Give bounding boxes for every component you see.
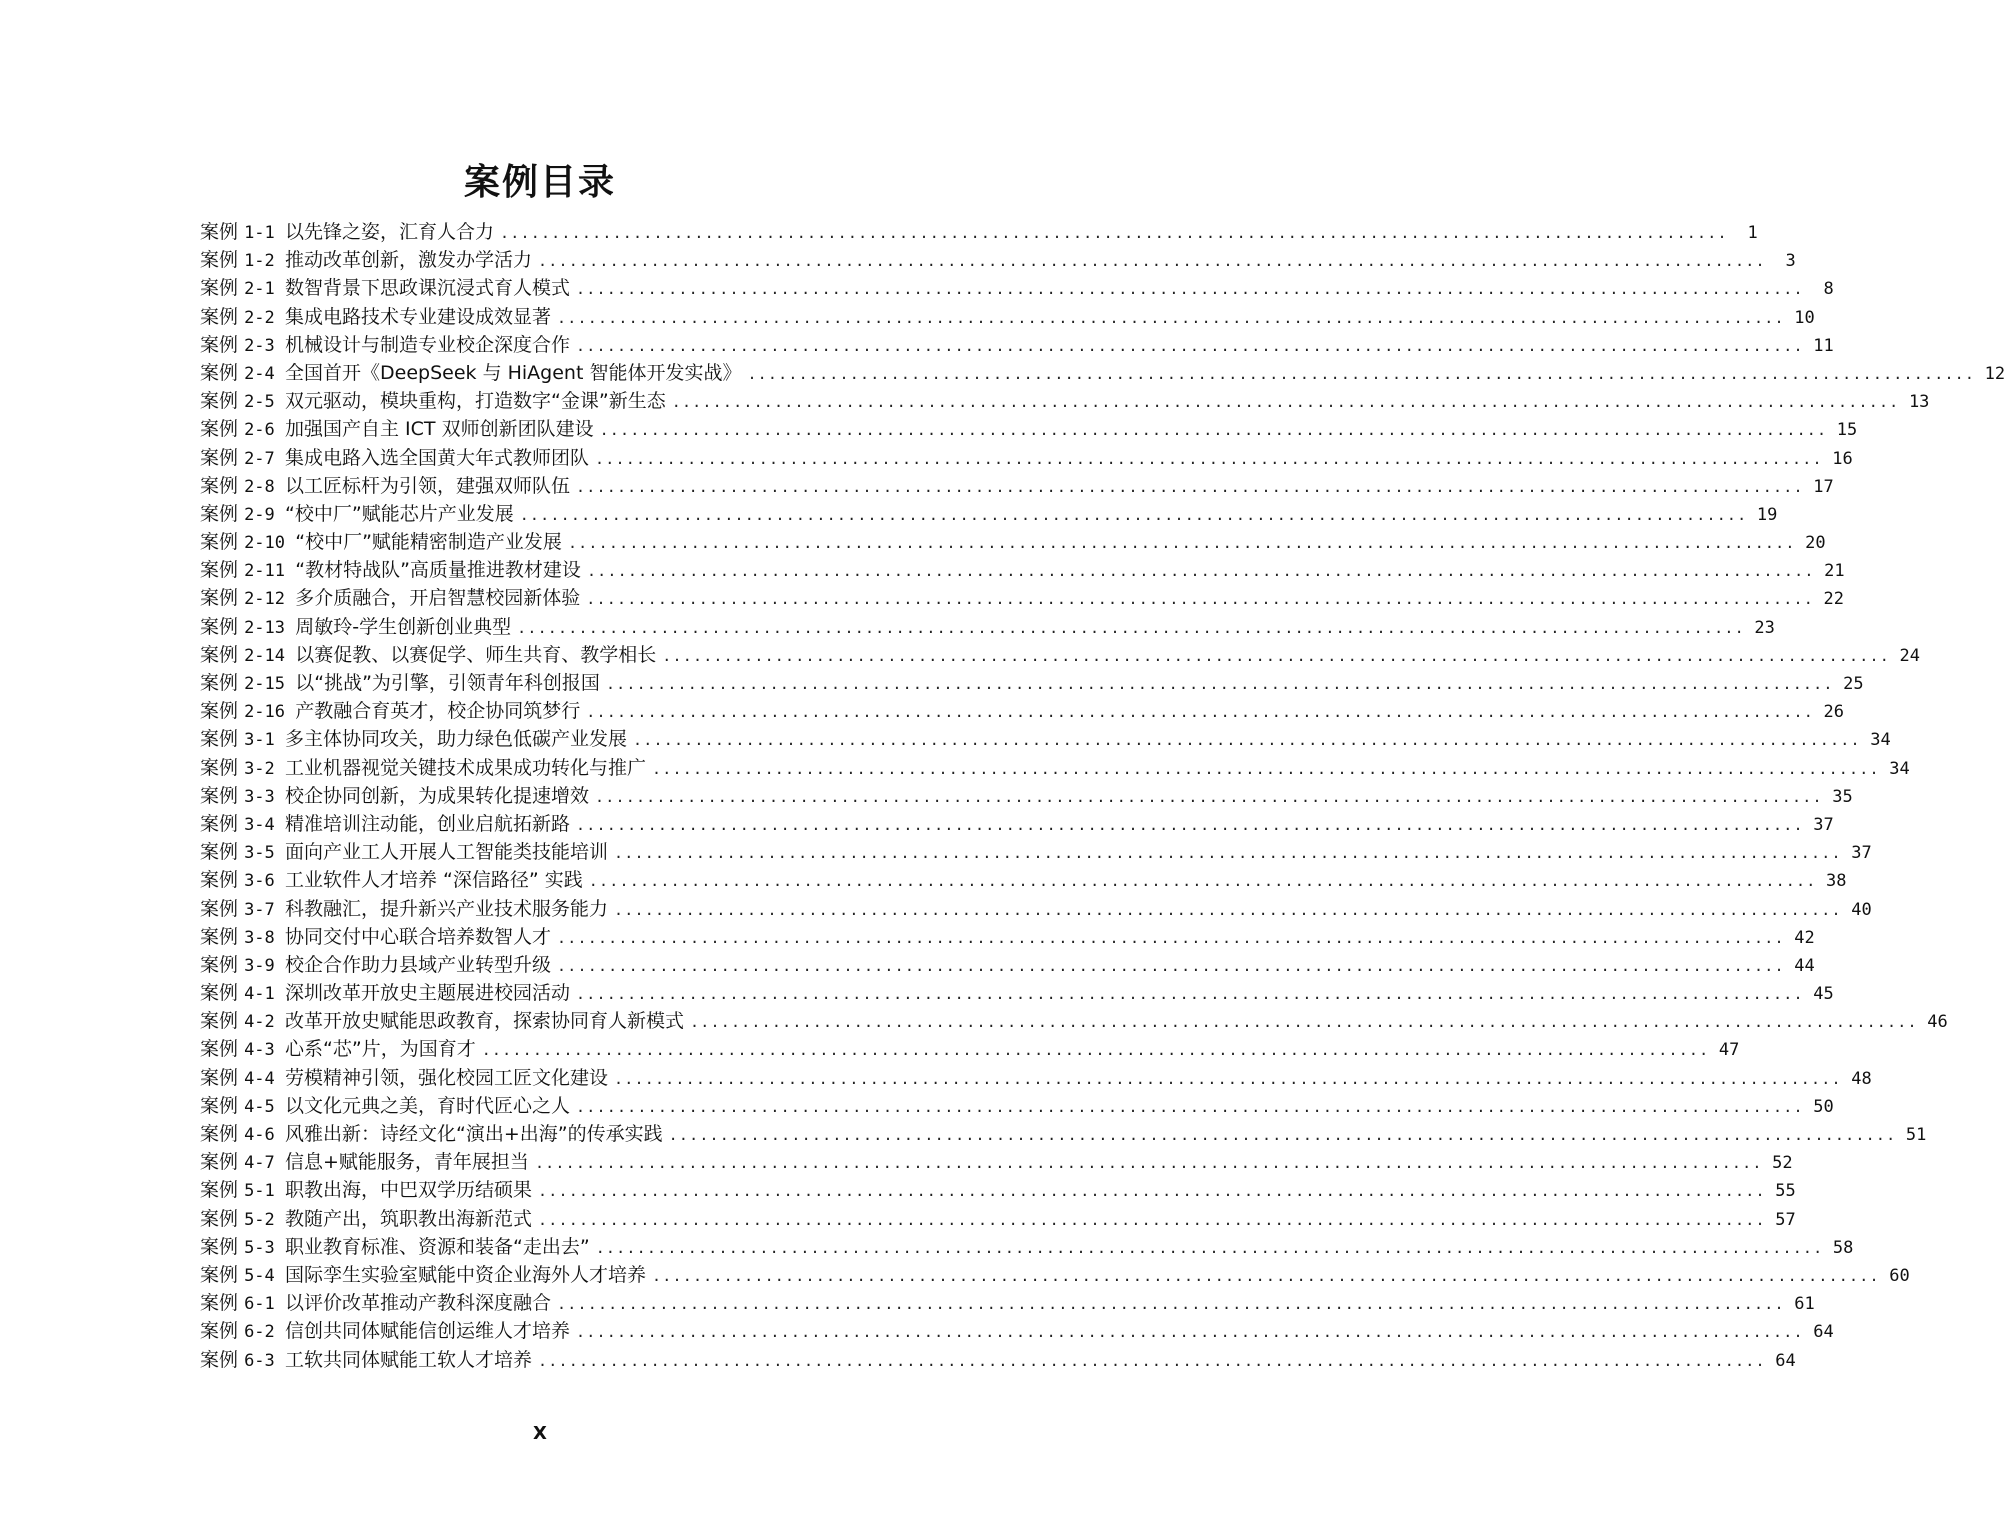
toc-entry-id: 3-1: [244, 730, 286, 751]
toc-entry-prefix: 案例: [200, 361, 239, 384]
toc-dot-leader: ........................................................................................................................: [586, 562, 1815, 581]
toc-entry-id: 3-6: [244, 871, 286, 892]
toc-entry[interactable]: [200, 1317, 1834, 1345]
toc-entry-title: 面向产业工人开展人工智能类技能培训: [285, 841, 609, 864]
toc-entry-prefix: 案例: [200, 1235, 239, 1258]
page-title: 案例目录: [463, 161, 616, 204]
toc-entry[interactable]: [200, 1233, 1854, 1261]
toc-dot-leader: ........................................................................................................................: [576, 1097, 1804, 1116]
toc-entry[interactable]: [200, 923, 1815, 951]
toc-entry-label: [200, 1346, 532, 1375]
toc-entry-prefix: 案例: [200, 869, 239, 892]
toc-entry-title: 以赛促教、以赛促学、师生共育、教学相长: [295, 643, 657, 666]
toc-entry-id: 2-14: [244, 645, 296, 666]
toc-dot-leader: ........................................................................................................................: [662, 646, 1890, 665]
toc-dot-leader: ........................................................................................................................: [668, 1126, 1897, 1144]
toc-entry-page-number: 34: [1889, 758, 1910, 779]
toc-entry-page-number: 35: [1832, 786, 1853, 807]
toc-entry-label: [200, 556, 581, 585]
toc-entry-title: 以文化元典之美，育时代匠心之人: [285, 1094, 571, 1117]
toc-entry-title: 职教出海，中巴双学历结硕果: [285, 1179, 533, 1202]
toc-entry-title: 数智背景下思政课沉浸式育人模式: [285, 277, 571, 300]
toc-entry-page-number: 17: [1813, 476, 1834, 497]
toc-entry-title: 心系“芯”片，为国育才: [285, 1038, 476, 1061]
toc-entry-id: 2-15: [244, 674, 296, 694]
toc-entry[interactable]: [200, 1346, 1796, 1374]
toc-entry[interactable]: [200, 1148, 1793, 1176]
toc-entry-id: 2-1: [244, 279, 286, 300]
toc-entry[interactable]: [200, 274, 1834, 302]
toc-entry-title: 职业教育标准、资源和装备“走出去”: [285, 1235, 590, 1258]
toc-entry-page-number: 16: [1832, 448, 1853, 469]
toc-entry-title: 工业软件人才培养 “深信路径” 实践: [285, 869, 583, 892]
toc-entry-label: [200, 613, 511, 642]
toc-entry-label: [200, 669, 600, 698]
toc-entry-id: 4-5: [244, 1096, 286, 1117]
toc-entry-title: “校中厂”赋能精密制造产业发展: [295, 531, 562, 554]
toc-entry[interactable]: [200, 246, 1796, 274]
toc-entry-page-number: 24: [1899, 645, 1920, 666]
toc-entry-label: [200, 641, 656, 670]
toc-entry-id: 2-11: [244, 561, 296, 582]
toc-entry-title: 校企合作助力县域产业转型升级: [285, 953, 552, 976]
toc-entry[interactable]: [200, 1261, 1910, 1289]
toc-entry[interactable]: [200, 613, 1775, 641]
toc-entry-page-number: 37: [1813, 814, 1834, 835]
toc-entry-page-number: 44: [1794, 955, 1815, 976]
toc-entry[interactable]: [200, 528, 1826, 556]
toc-entry-label: [200, 1205, 532, 1234]
toc-entry-title: 双元驱动，模块重构，打造数字“金课”新生态: [285, 390, 666, 413]
toc-entry-page-number: 57: [1775, 1209, 1796, 1230]
toc-entry-id: 5-3: [244, 1237, 286, 1258]
toc-entry-title: 以先锋之姿，汇育人合力: [285, 221, 495, 243]
toc-entry-id: 4-6: [244, 1125, 286, 1145]
toc-entry-id: 2-4: [244, 363, 286, 384]
toc-entry-label: [200, 1176, 532, 1205]
toc-dot-leader: ........................................................................................................................: [538, 1210, 1766, 1229]
toc-entry-title: 协同交付中心联合培养数智人才: [285, 925, 552, 948]
toc-entry-id: 1-1: [244, 223, 286, 243]
toc-entry-prefix: 案例: [200, 531, 239, 554]
toc-entry-prefix: 案例: [200, 643, 239, 666]
toc-dot-leader: ........................................................................................................................: [538, 1351, 1766, 1370]
toc-entry-title: 校企协同创新，为成果转化提速增效: [285, 784, 590, 807]
toc-entry[interactable]: [200, 1205, 1796, 1233]
toc-dot-leader: ........................................................................................................................: [576, 477, 1804, 496]
toc-entry-page-number: 45: [1813, 984, 1834, 1005]
toc-dot-leader: ........................................................................................................................: [576, 336, 1804, 355]
toc-entry-id: 1-2: [244, 251, 286, 272]
toc-entry-prefix: 案例: [200, 784, 239, 807]
toc-entry-label: [200, 754, 646, 783]
toc-entry-label: [200, 246, 532, 275]
toc-dot-leader: ........................................................................................................................: [500, 224, 1728, 242]
toc-entry[interactable]: [200, 359, 2005, 387]
toc-entry-prefix: 案例: [200, 953, 239, 976]
toc-entry-id: 3-3: [244, 786, 286, 807]
toc-entry-label: [200, 782, 589, 811]
toc-entry-id: 6-2: [244, 1322, 286, 1343]
toc-dot-leader: ........................................................................................................................: [690, 1013, 1918, 1032]
toc-dot-leader: ........................................................................................................................: [534, 1154, 1763, 1173]
toc-dot-leader: ........................................................................................................................: [586, 590, 1814, 609]
toc-entry-id: 2-16: [244, 702, 296, 723]
toc-entry[interactable]: [200, 1289, 1815, 1317]
toc-entry-id: 2-10: [244, 533, 296, 554]
toc-entry-title: 产教融合育英才，校企协同筑梦行: [295, 700, 581, 723]
toc-entry-title: 改革开放史赋能思政教育，探索协同育人新模式: [285, 1010, 685, 1033]
toc-entry-prefix: 案例: [200, 333, 239, 356]
toc-entry-prefix: 案例: [200, 1123, 239, 1145]
toc-entry-label: [200, 810, 570, 839]
toc-entry-label: [200, 866, 583, 895]
toc-entry-id: 3-8: [244, 927, 286, 948]
toc-entry-page-number: 8: [1823, 279, 1834, 300]
toc-dot-leader: ........................................................................................................................: [557, 308, 1785, 327]
toc-entry-title: 深圳改革开放史主题展进校园活动: [285, 982, 571, 1005]
toc-entry[interactable]: [200, 697, 1844, 725]
toc-entry-title: 周敏玲-学生创新创业典型: [295, 615, 512, 638]
toc-entry-id: 2-5: [244, 392, 286, 413]
toc-entry-title: 精准培训注动能，创业启航拓新路: [285, 812, 571, 835]
toc-entry-prefix: 案例: [200, 1010, 239, 1033]
toc-entry[interactable]: [200, 472, 1834, 500]
toc-entry-id: 2-8: [244, 476, 286, 497]
toc-entry-id: 2-3: [244, 335, 286, 356]
toc-entry-label: [200, 1317, 570, 1346]
toc-entry-title: 以“挑战”为引擎，引领青年科创报国: [295, 672, 600, 694]
toc-entry-id: 3-4: [244, 814, 286, 835]
toc-entry-page-number: 21: [1824, 561, 1845, 582]
toc-entry-label: [200, 500, 514, 529]
toc-dot-leader: ........................................................................................................................: [614, 844, 1842, 863]
toc-entry-prefix: 案例: [200, 672, 239, 694]
toc-entry-prefix: 案例: [200, 841, 239, 864]
toc-entry-id: 4-1: [244, 984, 286, 1005]
toc-entry-page-number: 64: [1813, 1322, 1834, 1343]
toc-entry-label: [200, 528, 562, 557]
toc-entry-page-number: 3: [1785, 251, 1796, 272]
toc-entry[interactable]: [200, 838, 1872, 866]
toc-entry-label: [200, 331, 570, 360]
toc-entry-prefix: 案例: [200, 1320, 239, 1343]
toc-dot-leader: ........................................................................................................................: [576, 1323, 1804, 1342]
toc-entry[interactable]: [200, 1176, 1796, 1204]
toc-entry[interactable]: [200, 669, 1864, 697]
toc-entry-prefix: 案例: [200, 615, 239, 638]
toc-entry[interactable]: [200, 754, 1910, 782]
toc-entry-id: 2-12: [244, 589, 296, 610]
toc-entry-id: 4-4: [244, 1068, 286, 1089]
toc-entry[interactable]: [200, 866, 1847, 894]
toc-entry-label: [200, 584, 580, 613]
toc-dot-leader: ........................................................................................................................: [517, 618, 1745, 637]
toc-dot-leader: ........................................................................................................................: [652, 759, 1880, 778]
toc-entry-page-number: 10: [1794, 307, 1815, 328]
toc-entry-page-number: 23: [1754, 617, 1775, 638]
toc-entry[interactable]: [200, 641, 1920, 669]
toc-entry-id: 5-4: [244, 1265, 286, 1286]
toc-dot-leader: ........................................................................................................................: [557, 956, 1785, 975]
toc-entry[interactable]: [200, 1092, 1834, 1120]
toc-entry-title: 以工匠标杆为引领，建强双师队伍: [285, 474, 571, 497]
toc-entry-prefix: 案例: [200, 812, 239, 835]
toc-entry-id: 5-2: [244, 1209, 286, 1230]
toc-entry[interactable]: [200, 725, 1891, 753]
toc-dot-leader: ........................................................................................................................: [614, 1069, 1842, 1088]
toc-entry-page-number: 48: [1851, 1068, 1872, 1089]
toc-entry-label: [200, 895, 608, 924]
toc-entry-title: “校中厂”赋能芯片产业发展: [285, 502, 514, 525]
toc-entry-label: [200, 359, 741, 388]
toc-entry-id: 3-2: [244, 758, 286, 779]
toc-entry-page-number: 26: [1823, 702, 1844, 723]
toc-entry-label: [200, 951, 551, 980]
toc-entry[interactable]: [200, 951, 1815, 979]
toc-entry-title: 全国首开《DeepSeek 与 HiAgent 智能体开发实战》: [285, 361, 742, 384]
toc-entry-id: 3-9: [244, 955, 286, 976]
toc-entry-page-number: 38: [1826, 871, 1847, 892]
toc-dot-leader: ........................................................................................................................: [519, 505, 1748, 524]
toc-entry-title: “教材特战队”高质量推进教材建设: [295, 559, 581, 582]
toc-dot-leader: ........................................................................................................................: [557, 928, 1785, 947]
toc-entry-title: 工业机器视觉关键技术成果成功转化与推广: [285, 756, 647, 779]
toc-entry-prefix: 案例: [200, 1151, 239, 1174]
toc-entry-page-number: 11: [1813, 335, 1834, 356]
toc-entry-id: 5-1: [244, 1181, 286, 1202]
toc-entry-label: [200, 1289, 551, 1318]
toc-entry-id: 2-2: [244, 307, 286, 328]
toc-entry-page-number: 47: [1718, 1040, 1740, 1061]
toc-entry-prefix: 案例: [200, 1348, 239, 1371]
toc-entry-page-number: 20: [1805, 533, 1826, 554]
toc-entry-label: [200, 1148, 529, 1177]
toc-dot-leader: ........................................................................................................................: [557, 1295, 1785, 1314]
toc-dot-leader: ........................................................................................................................: [538, 1182, 1766, 1201]
toc-entry-prefix: 案例: [200, 982, 239, 1005]
toc-entry-title: 工软共同体赋能工软人才培养: [285, 1348, 533, 1371]
toc-entry-title: 多介质融合，开启智慧校园新体验: [295, 587, 581, 610]
toc-entry-label: [200, 1233, 590, 1262]
toc-entry-title: 推动改革创新，激发办学活力: [285, 249, 533, 272]
toc-entry-label: [200, 387, 666, 416]
toc-entry-title: 机械设计与制造专业校企深度合作: [285, 333, 571, 356]
toc-entry-label: [200, 1092, 570, 1121]
toc-dot-leader: ........................................................................................................................: [586, 703, 1814, 722]
toc-entry-id: 3-7: [244, 899, 286, 920]
toc-entry[interactable]: [200, 331, 1834, 359]
toc-entry-page-number: 19: [1756, 504, 1778, 525]
toc-entry[interactable]: [200, 895, 1872, 923]
toc-entry-prefix: 案例: [200, 559, 239, 582]
toc-entry-title: 信息+赋能服务，青年展担当: [285, 1151, 529, 1174]
toc-dot-leader: ........................................................................................................................: [595, 449, 1823, 468]
toc-entry-page-number: 61: [1794, 1294, 1815, 1315]
toc-entry-page-number: 55: [1775, 1181, 1796, 1202]
toc-entry-prefix: 案例: [200, 756, 239, 779]
toc-entry-page-number: 60: [1889, 1265, 1910, 1286]
toc-entry-id: 2-6: [244, 420, 286, 441]
toc-entry-label: [200, 444, 589, 473]
toc-entry[interactable]: [200, 979, 1834, 1007]
toc-entry-id: 6-1: [244, 1294, 286, 1315]
toc-entry[interactable]: [200, 218, 1758, 246]
toc-entry-title: 教随产出，筑职教出海新范式: [285, 1207, 533, 1230]
toc-entry-prefix: 案例: [200, 925, 239, 948]
toc-entry[interactable]: [200, 584, 1844, 612]
toc-dot-leader: ........................................................................................................................: [747, 364, 1976, 383]
toc-entry[interactable]: [200, 303, 1815, 331]
toc-entry-title: 集成电路技术专业建设成效显著: [285, 305, 552, 328]
toc-entry-page-number: 51: [1905, 1125, 1927, 1145]
toc-entry[interactable]: [200, 1120, 1927, 1148]
toc-entry-title: 国际孪生实验室赋能中资企业海外人才培养: [285, 1263, 647, 1286]
toc-entry-title: 集成电路入选全国黄大年式教师团队: [285, 446, 590, 469]
toc-entry[interactable]: [200, 500, 1778, 528]
toc-entry-label: [200, 979, 570, 1008]
toc-entry-page-number: 15: [1836, 420, 1858, 441]
toc-entry-prefix: 案例: [200, 474, 239, 497]
toc-dot-leader: ........................................................................................................................: [576, 985, 1804, 1004]
toc-entry-id: 4-2: [244, 1012, 286, 1033]
toc-entry-label: [200, 1007, 684, 1036]
toc-entry-prefix: 案例: [200, 897, 239, 920]
toc-entry-prefix: 案例: [200, 418, 239, 441]
toc-entry-prefix: 案例: [200, 728, 239, 751]
toc-entry-id: 2-9: [244, 504, 286, 525]
toc-entry[interactable]: [200, 810, 1834, 838]
toc-entry-page-number: 12: [1984, 363, 2005, 384]
toc-entry-title: 科教融汇，提升新兴产业技术服务能力: [285, 897, 609, 920]
toc-entry-prefix: 案例: [200, 1263, 239, 1286]
toc-entry-label: [200, 1035, 476, 1064]
page-number: X: [533, 1423, 547, 1444]
toc-entry-title: 加强国产自主 ICT 双师创新团队建设: [285, 418, 594, 441]
toc-entry[interactable]: [200, 1064, 1872, 1092]
toc-entry-prefix: 案例: [200, 305, 239, 328]
toc-entry[interactable]: [200, 444, 1853, 472]
toc-entry-label: [200, 1120, 663, 1149]
toc-entry-prefix: 案例: [200, 502, 239, 525]
toc-entry-page-number: 22: [1823, 589, 1844, 610]
toc-entry-title: 信创共同体赋能信创运维人才培养: [285, 1320, 571, 1343]
toc-entry-prefix: 案例: [200, 249, 239, 272]
toc-entry-prefix: 案例: [200, 277, 239, 300]
toc-entry-title: 劳模精神引领，强化校园工匠文化建设: [285, 1066, 609, 1089]
toc-dot-leader: ........................................................................................................................: [633, 731, 1861, 750]
toc-entry-prefix: 案例: [200, 700, 239, 723]
toc-entry-label: [200, 274, 570, 303]
toc-entry-page-number: 52: [1772, 1153, 1793, 1174]
toc-entry-page-number: 58: [1832, 1237, 1854, 1258]
toc-entry-prefix: 案例: [200, 1292, 239, 1315]
toc-entry-label: [200, 472, 570, 501]
toc-entry-page-number: 25: [1843, 674, 1864, 694]
toc-entry-page-number: 34: [1870, 730, 1891, 751]
toc-entry-prefix: 案例: [200, 446, 239, 469]
toc-entry-page-number: 37: [1851, 843, 1872, 864]
toc-entry-id: 2-7: [244, 448, 286, 469]
toc-entry-label: [200, 415, 594, 444]
toc-entry-label: [200, 697, 580, 726]
toc-entry-page-number: 42: [1794, 927, 1815, 948]
toc-dot-leader: ........................................................................................................................: [481, 1041, 1710, 1060]
toc-entry-id: 2-13: [244, 617, 296, 638]
toc-entry-title: 多主体协同攻关，助力绿色低碳产业发展: [285, 728, 628, 751]
table-of-contents: [200, 218, 2005, 1374]
toc-dot-leader: ........................................................................................................................: [567, 534, 1796, 553]
toc-dot-leader: ........................................................................................................................: [595, 1238, 1824, 1257]
toc-entry-id: 4-3: [244, 1040, 286, 1061]
toc-entry-prefix: 案例: [200, 1179, 239, 1202]
toc-entry-id: 3-5: [244, 843, 286, 864]
toc-entry-page-number: 46: [1927, 1012, 1948, 1033]
toc-entry-label: [200, 303, 551, 332]
toc-dot-leader: ........................................................................................................................: [576, 815, 1804, 834]
toc-entry-page-number: 13: [1908, 392, 1930, 413]
toc-entry-id: 6-3: [244, 1350, 286, 1371]
toc-entry-title: 风雅出新：诗经文化“演出+出海”的传承实践: [285, 1123, 663, 1145]
toc-entry-label: [200, 725, 627, 754]
toc-entry-label: [200, 1064, 608, 1093]
toc-entry-prefix: 案例: [200, 1094, 239, 1117]
toc-entry-page-number: 1: [1747, 223, 1758, 243]
toc-entry[interactable]: [200, 782, 1853, 810]
toc-entry-label: [200, 1261, 646, 1290]
toc-entry-label: [200, 218, 494, 247]
toc-entry-prefix: 案例: [200, 390, 239, 413]
toc-dot-leader: ........................................................................................................................: [595, 787, 1823, 806]
toc-entry-prefix: 案例: [200, 221, 239, 243]
toc-dot-leader: ........................................................................................................................: [576, 280, 1804, 299]
toc-entry[interactable]: [200, 387, 1930, 415]
toc-entry-page-number: 50: [1813, 1096, 1834, 1117]
toc-dot-leader: ........................................................................................................................: [599, 421, 1828, 440]
toc-dot-leader: ........................................................................................................................: [538, 252, 1766, 271]
toc-entry-prefix: 案例: [200, 1066, 239, 1089]
toc-dot-leader: ........................................................................................................................: [671, 393, 1900, 412]
toc-entry-prefix: 案例: [200, 587, 239, 610]
toc-entry[interactable]: [200, 415, 1858, 443]
toc-entry[interactable]: [200, 1035, 1740, 1063]
toc-entry[interactable]: [200, 1007, 1948, 1035]
toc-dot-leader: ........................................................................................................................: [652, 1266, 1880, 1285]
toc-dot-leader: ........................................................................................................................: [614, 900, 1842, 919]
toc-entry-prefix: 案例: [200, 1038, 239, 1061]
toc-entry-label: [200, 923, 551, 952]
toc-entry-label: [200, 838, 608, 867]
toc-entry[interactable]: [200, 556, 1845, 584]
toc-entry-page-number: 64: [1775, 1350, 1796, 1371]
toc-dot-leader: ........................................................................................................................: [588, 872, 1817, 891]
toc-dot-leader: ........................................................................................................................: [605, 675, 1834, 693]
toc-entry-prefix: 案例: [200, 1207, 239, 1230]
toc-entry-title: 以评价改革推动产教科深度融合: [285, 1292, 552, 1315]
toc-entry-id: 4-7: [244, 1153, 286, 1174]
toc-entry-page-number: 40: [1851, 899, 1872, 920]
